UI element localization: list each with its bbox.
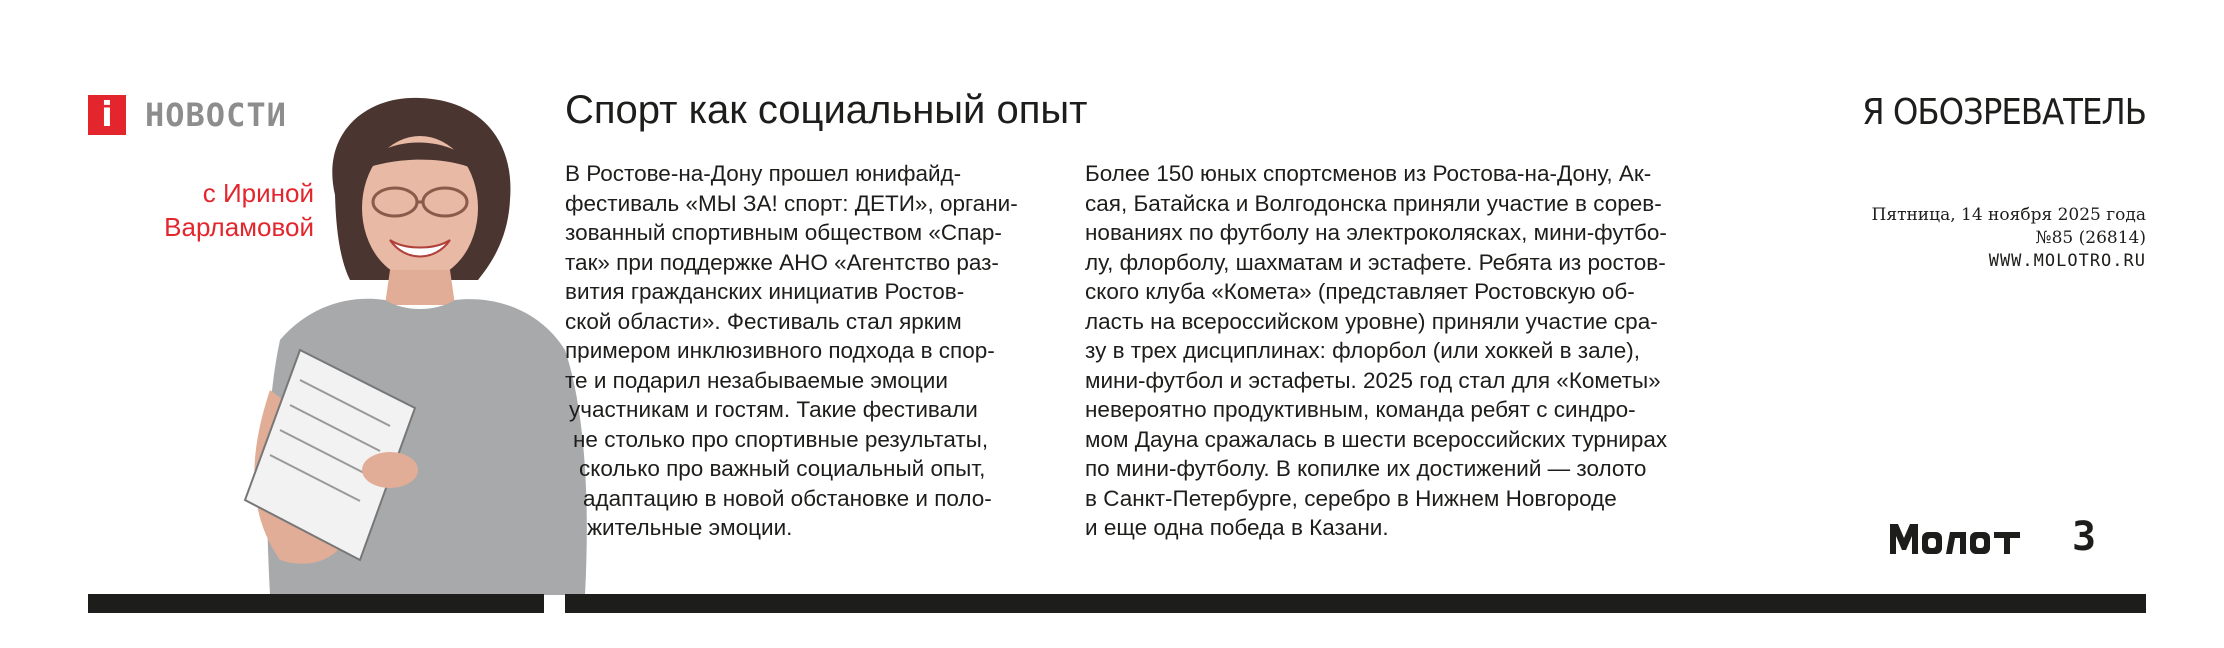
rubric-title: НОВОСТИ (145, 96, 287, 134)
site-url: WWW.MOLOTRO.RU (1988, 251, 2146, 271)
bottom-rule-right (565, 594, 2146, 613)
molot-logo (1888, 518, 2022, 560)
section-title: Я ОБОЗРЕВАТЕЛЬ (1862, 92, 2146, 133)
text-line: так» при поддержке АНО «Агентство раз- (565, 249, 999, 275)
issue-number: №85 (26814) (2035, 228, 2146, 248)
text-line: в Санкт-Петербурге, серебро в Нижнем Новгороде (1085, 485, 1617, 511)
text-line: мини-футбол и эстафеты. 2025 год стал для «Кометы» (1085, 367, 1661, 393)
text-line: сая, Батайска и Волгодонска приняли участие в сорев- (1085, 190, 1662, 216)
author-line-1: с Ириной (202, 178, 314, 208)
text-line: сколько про важный социальный опыт, (579, 456, 986, 481)
text-line: зованный спортивным обществом «Спар- (565, 220, 1002, 245)
text-line: ской области». Фестиваль стал ярким (565, 308, 962, 334)
text-line: фестиваль «МЫ ЗА! спорт: ДЕТИ», органи- (565, 190, 1018, 216)
text-line: невероятно продуктивным, команда ребят с синдро- (1085, 397, 1636, 422)
issue-date: Пятница, 14 ноября 2025 года (1871, 205, 2146, 225)
text-line: те и подарил незабываемые эмоции (565, 367, 948, 393)
text-line: В Ростове-на-Дону прошел юнифайд- (565, 161, 962, 186)
text-line: жительные эмоции. (587, 515, 793, 540)
text-line: лу, флорболу, шахматам и эстафете. Ребята из ростов- (1085, 249, 1666, 275)
article-headline: Спорт как социальный опыт (565, 88, 1088, 132)
author-byline (146, 176, 314, 244)
text-line: мом Дауна сражалась в шести всероссийских турнирах (1085, 426, 1668, 452)
text-line: ского клуба «Комета» (представляет Ростовскую об- (1085, 279, 1635, 304)
text-line: зу в трех дисциплинах: флорбол (или хоккей в зале), (1085, 338, 1641, 363)
bottom-rule-left (88, 594, 544, 613)
text-line: по мини-футболу. В копилке их достижений — золото (1085, 456, 1647, 481)
article-column-2 (1085, 159, 1765, 543)
text-line: и еще одна победа в Казани. (1085, 515, 1389, 540)
author-photo (240, 90, 600, 595)
author-line-2: Варламовой (164, 212, 314, 242)
text-line: вития гражданских инициатив Ростов- (565, 279, 965, 304)
text-line: нованиях по футболу на электроколясках, мини-футбо- (1085, 220, 1667, 245)
text-line: участникам и гостям. Такие фестивали (569, 397, 978, 422)
rubric-info-badge-icon: i (88, 95, 126, 135)
text-line: Более 150 юных спортсменов из Ростова-на-Дону, Ак- (1085, 161, 1652, 186)
text-line: адаптацию в новой обстановке и поло- (583, 485, 992, 511)
article-column-1 (565, 159, 1065, 543)
text-line: ласть на всероссийском уровне) приняли участие сра- (1085, 308, 1658, 334)
text-line: примером инклюзивного подхода в спор- (565, 338, 995, 363)
page-number: 3 (2072, 514, 2097, 560)
text-line: не столько про спортивные результаты, (573, 426, 989, 452)
